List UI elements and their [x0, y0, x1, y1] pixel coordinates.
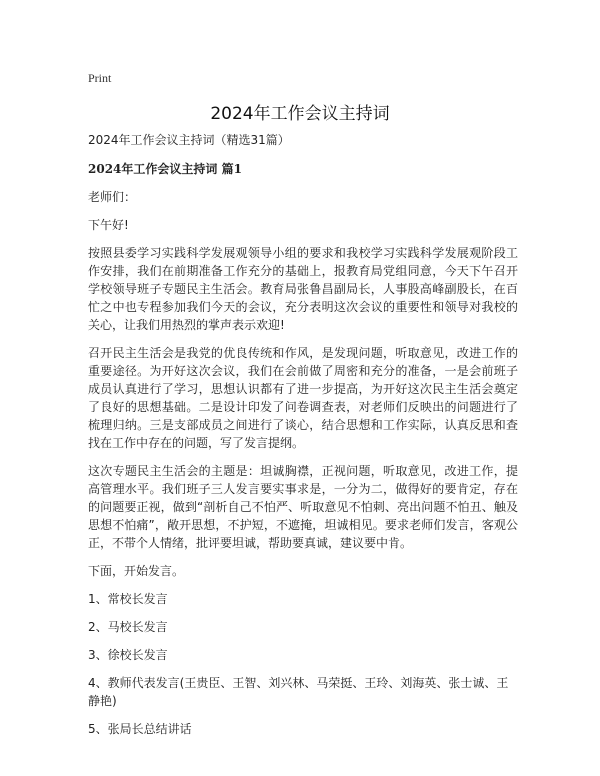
list-item: 4、教师代表发言(王贵臣、王智、刘兴林、马荣挺、王玲、刘海英、张士诚、王静艳) — [88, 676, 509, 708]
list-item: 5、张局长总结讲话 — [88, 722, 192, 736]
list-item: 2、马校长发言 — [88, 620, 168, 634]
greeting: 老师们： — [88, 190, 137, 204]
page-title: 2024年工作会议主持词 — [210, 104, 390, 124]
list-item: 3、徐校长发言 — [88, 648, 168, 662]
document-subtitle: 2024年工作会议主持词（精选31篇） — [88, 133, 290, 147]
section-heading: 2024年工作会议主持词 篇1 — [88, 162, 242, 176]
paragraph-theme: 这次专题民主生活会的主题是：坦诚胸襟，正视问题，听取意见，改进工作，提高管理水平。我们班子三人发言要实事求是，一分为二，做得好的要肯定，存在的问题要正视，做到“剖析自己不怕严、听取意见不怕刺、亮出问题不怕丑、触及思想不怕痛”，敞开思想，不护短，不遮掩，坦诚相见。要求老师们发言，客观公正，不带个人情绪，批评要坦诚，帮助要真诚，建议要中肯。 — [88, 464, 518, 550]
speaker-list — [88, 590, 518, 738]
salutation: 下午好! — [88, 218, 129, 232]
paragraph-preparation: 召开民主生活会是我党的优良传统和作风，是发现问题，听取意见，改进工作的重要途径。为开好这次会议，我们在会前做了周密和充分的准备，一是会前班子成员认真进行了学习，思想认识都有了进一步提高，为开好这次民主生活会奠定了良好的思想基础。二是设计印发了问卷调查表，对老师们反映出的问题进行了梳理归纳。三是支部成员之间进行了谈心，结合思想和工作实际，认真反思和查找在工作中存在的问题，写了发言提纲。 — [88, 346, 518, 450]
list-item: 1、常校长发言 — [88, 592, 168, 606]
paragraph-begin: 下面，开始发言。 — [88, 564, 185, 578]
print-link[interactable]: Print — [88, 71, 112, 85]
document-body — [88, 131, 518, 748]
paragraph-intro: 按照县委学习实践科学发展观领导小组的要求和我校学习实践科学发展观阶段工作安排，我们在前期准备工作充分的基础上，报教育局党组同意，今天下午召开学校领导班子专题民主生活会。教育局张鲁昌副局长，人事股高峰副股长，在百忙之中也专程参加我们今天的会议，充分表明这次会议的重要性和领导对我校的关心，让我们用热烈的掌声表示欢迎! — [88, 246, 518, 332]
